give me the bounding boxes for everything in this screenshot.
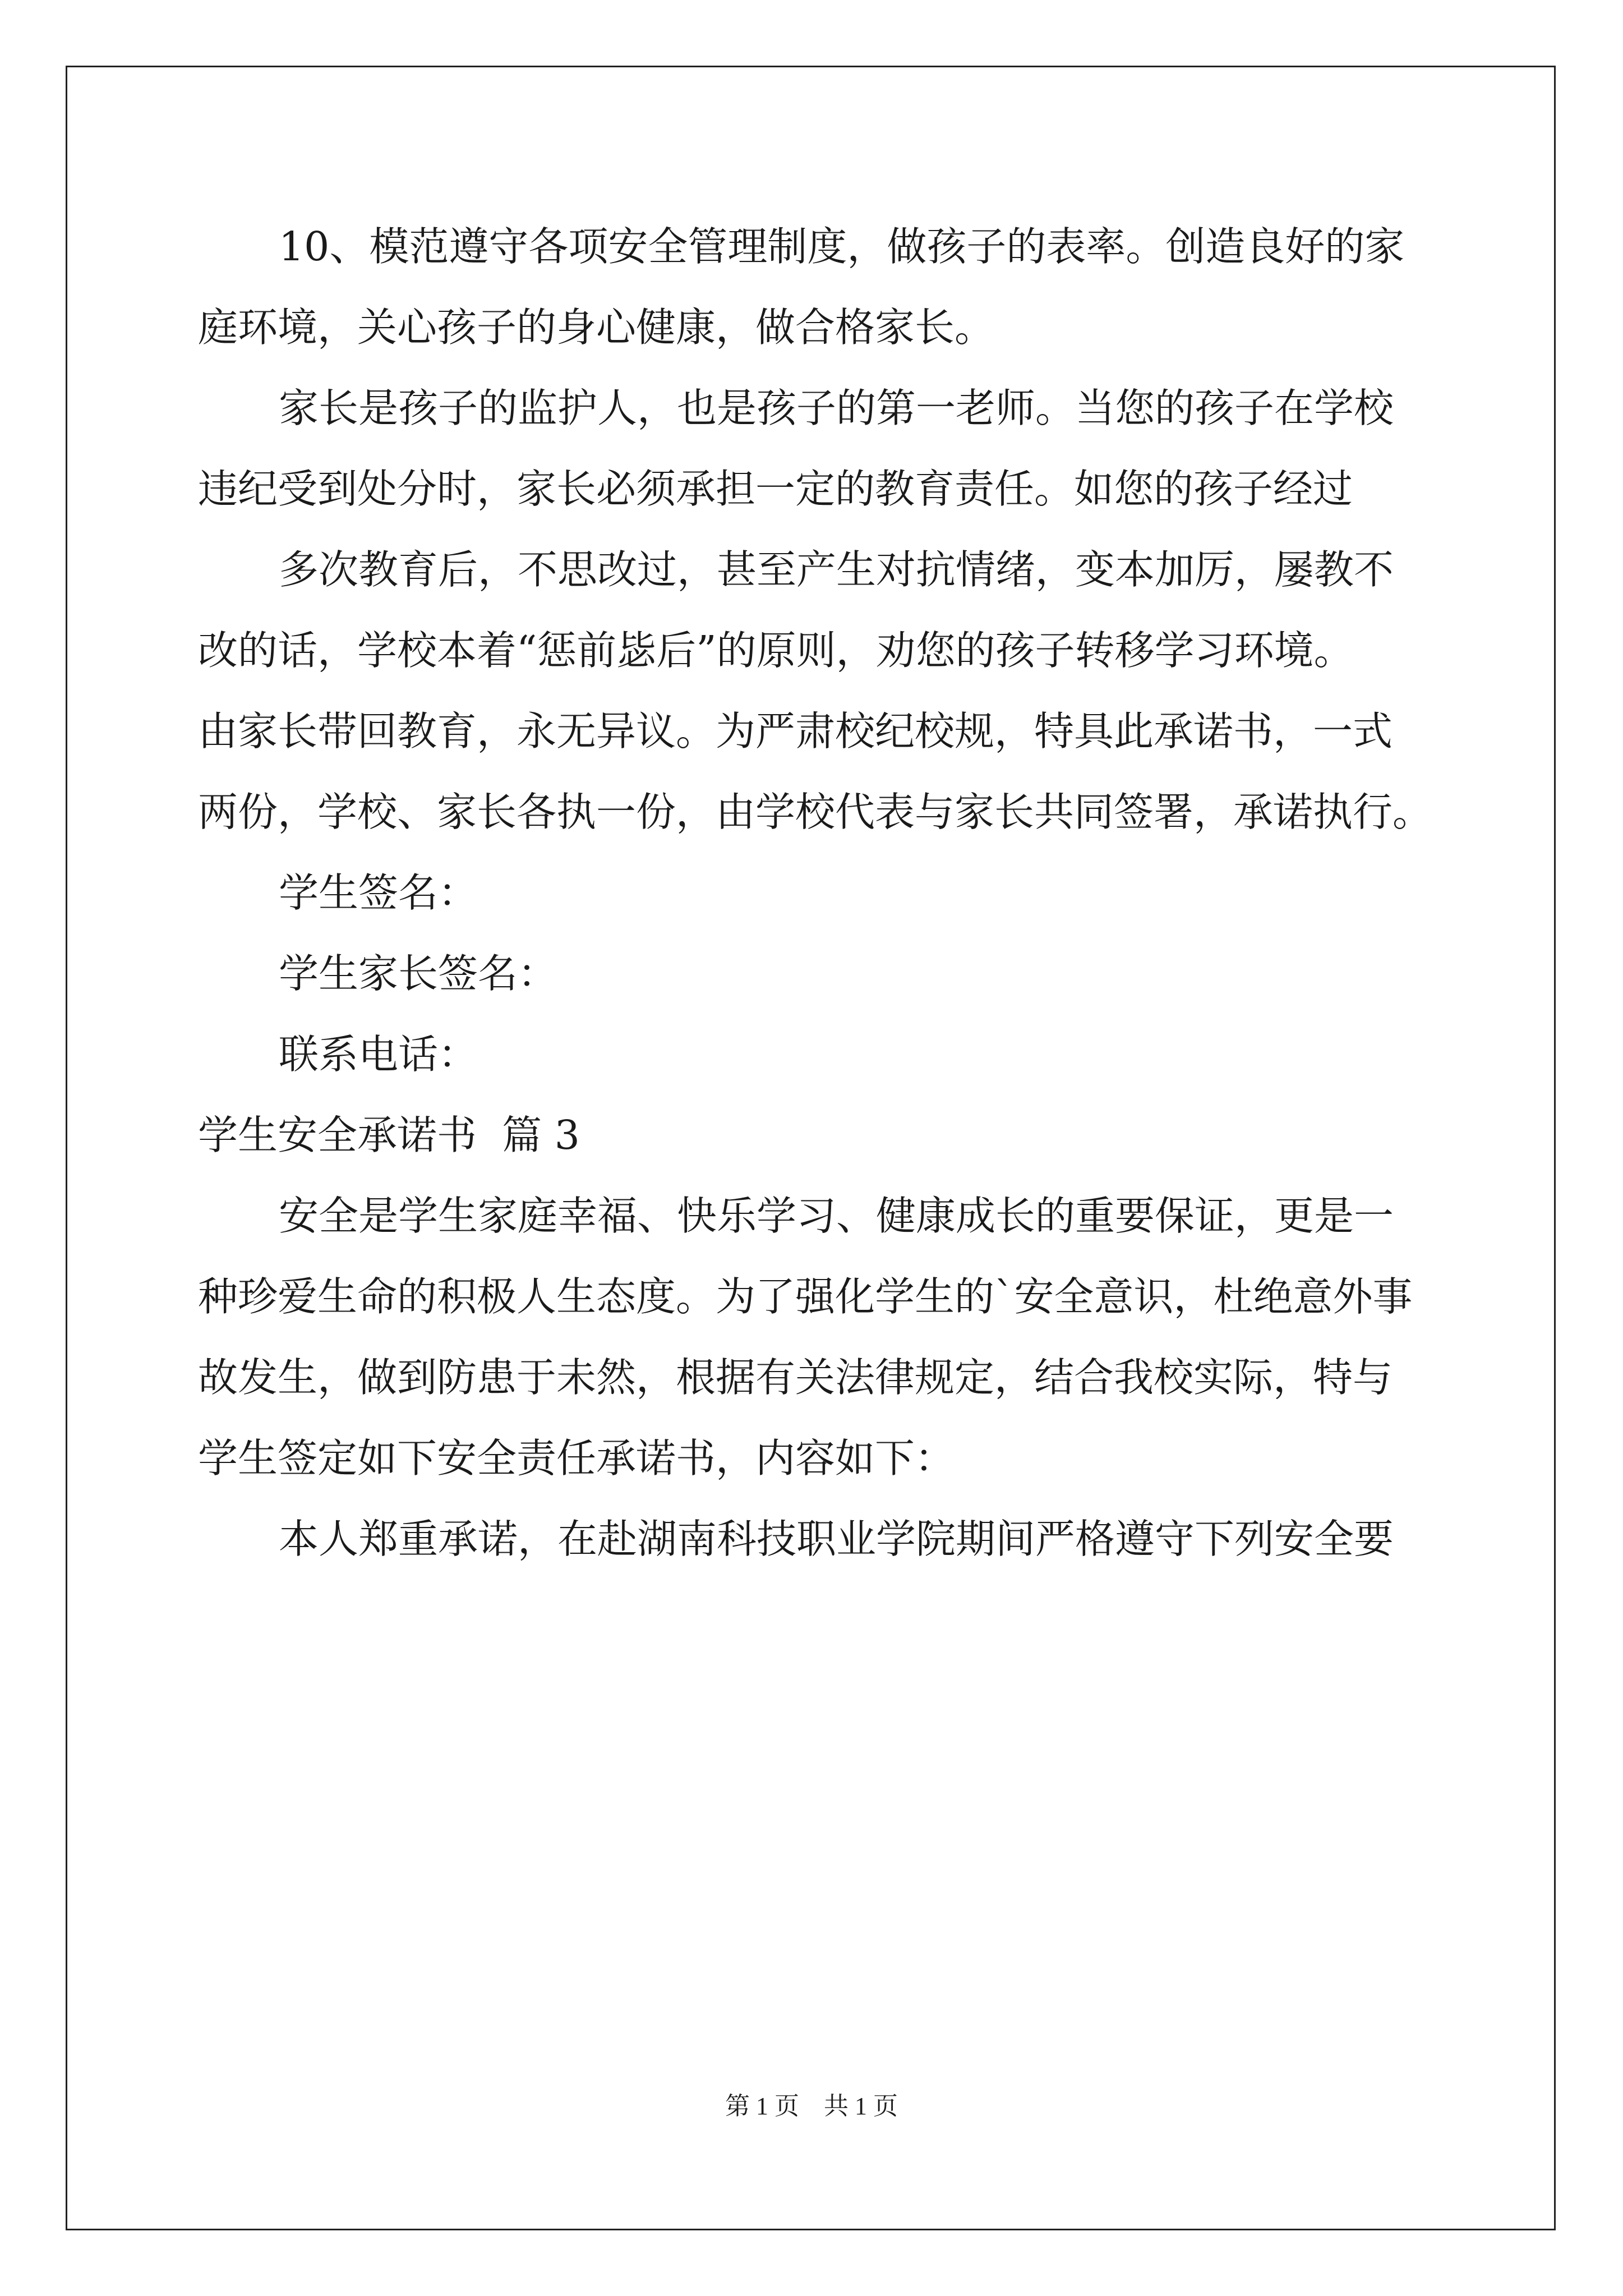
student-signature-label: 学生签名： [279, 869, 478, 916]
contact-phone-label: 联系电话： [279, 1031, 478, 1078]
paragraph-line: 多次教育后，不思改过，甚至产生对抗情绪，变本加厉，屡教不 [279, 546, 1394, 593]
paragraph-line: 本人郑重承诺，在赴湖南科技职业学院期间严格遵守下列安全要 [279, 1516, 1394, 1562]
page-footer: 第 1 页 共 1 页 [725, 2092, 898, 2120]
paragraph-line: 故发生，做到防患于未然，根据有关法律规定，结合我校实际，特与 [198, 1354, 1393, 1401]
paragraph-line: 由家长带回教育，永无异议。为严肃校纪校规，特具此承诺书，一式 [198, 708, 1393, 754]
paragraph-line: 种珍爱生命的积极人生态度。为了强化学生的`安全意识，杜绝意外事 [198, 1273, 1413, 1320]
paragraph-line: 家长是孩子的监护人，也是孩子的第一老师。当您的孩子在学校 [279, 385, 1394, 431]
paragraph-line: 两份，学校、家长各执一份，由学校代表与家长共同签署，承诺执行。 [198, 789, 1433, 835]
parent-signature-label: 学生家长签名： [279, 950, 558, 997]
paragraph-line: 学生签定如下安全责任承诺书，内容如下： [198, 1435, 955, 1481]
paragraph-line: 10、模范遵守各项安全管理制度，做孩子的表率。创造良好的家 [279, 223, 1405, 270]
paragraph-line: 安全是学生家庭幸福、快乐学习、健康成长的重要保证，更是一 [279, 1193, 1394, 1239]
paragraph-line: 违纪受到处分时，家长必须承担一定的教育责任。如您的孩子经过 [198, 466, 1353, 512]
paragraph-line: 改的话，学校本着“惩前毖后”的原则，劝您的孩子转移学习环境。 [198, 627, 1354, 674]
paragraph-line: 庭环境，关心孩子的身心健康，做合格家长。 [198, 304, 995, 351]
section-heading: 学生安全承诺书 篇 3 [198, 1112, 580, 1158]
